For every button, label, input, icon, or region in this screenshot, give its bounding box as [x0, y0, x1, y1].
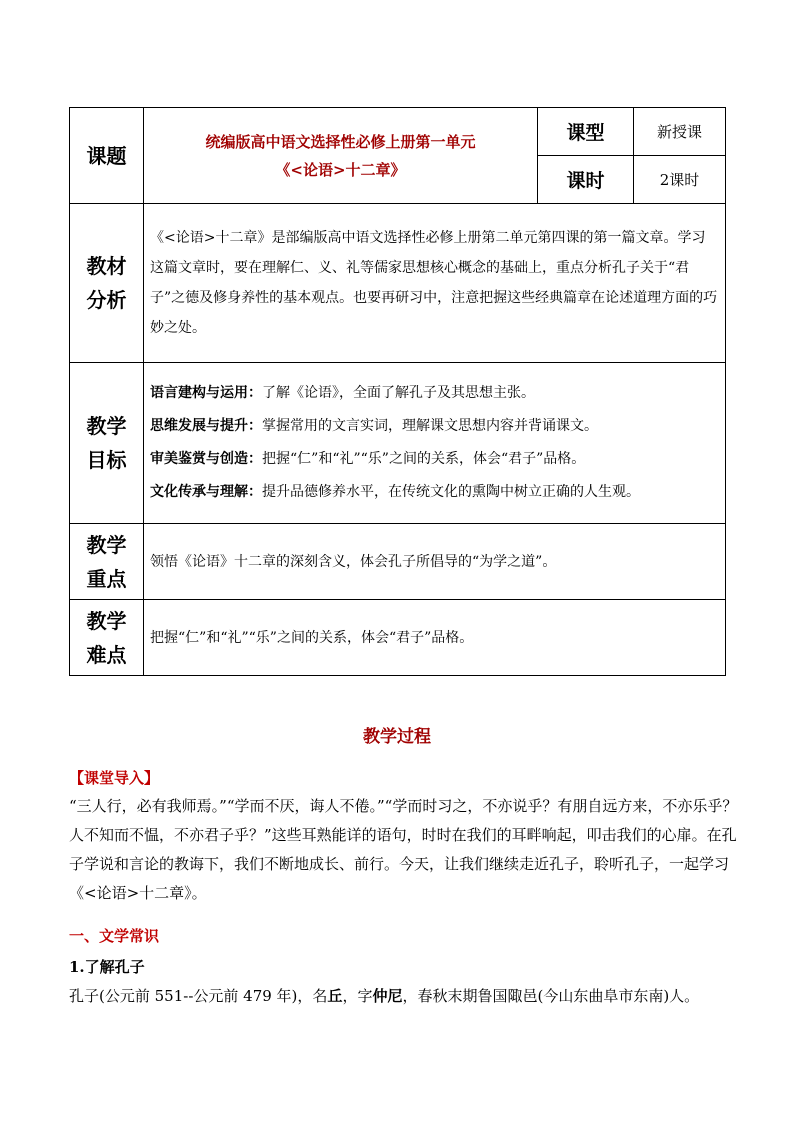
difficulty-label-line2: 难点	[86, 642, 127, 667]
focus-text: 领悟《论语》十二章的深刻含义，体会孔子所倡导的“为学之道”。	[144, 524, 726, 600]
objective-item	[150, 410, 719, 443]
focus-label-line1: 教学	[86, 532, 127, 557]
objective-item	[150, 443, 719, 476]
analysis-label	[70, 204, 144, 363]
objective-text: 提升品德修养水平，在传统文化的熏陶中树立正确的人生观。	[262, 484, 640, 500]
intro-block	[69, 767, 739, 908]
objective-label: 文化传承与理解：	[150, 484, 262, 500]
objectives-list	[144, 363, 726, 524]
focus-label	[70, 524, 144, 600]
type-value: 新授课	[634, 108, 726, 156]
bio-style-name: 仲尼	[372, 987, 403, 1005]
type-label: 课型	[538, 108, 634, 156]
objective-label: 语言建构与运用：	[150, 385, 262, 401]
topic-label: 课题	[70, 108, 144, 204]
objective-label: 审美鉴赏与创造：	[150, 451, 262, 467]
objectives-label	[70, 363, 144, 524]
lesson-title	[144, 108, 538, 204]
analysis-label-line2: 分析	[86, 288, 127, 312]
objective-item	[150, 476, 719, 509]
hours-value: 2课时	[634, 156, 726, 204]
bio-prefix: 孔子(公元前 551--公元前 479 年)，名	[69, 987, 328, 1005]
analysis-paragraph: 《<论语>十二章》是部编版高中语文选择性必修上册第二单元第四课的第一篇文章。学习这篇文章时，要在理解仁、义、礼等儒家思想核心概念的基础上，重点分析孔子关于“君子”之德及修身养性的基本观点。也要再研习中，注意把握这些经典篇章在论述道理方面的巧妙之处。	[150, 230, 718, 336]
intro-paragraph: “三人行，必有我师焉。”“学而不厌，诲人不倦。”“学而时习之，不亦说乎？有朋自远方来，不亦乐乎？人不知而不愠，不亦君子乎？”这些耳熟能详的语句，时时在我们的耳畔响起，叩击我们的心扉。在孔子学说和言论的教诲下，我们不断地成长、前行。今天，让我们继续走近孔子，聆听孔子，一起学习《<论语>十二章》。	[69, 797, 738, 902]
bio-suffix: ，春秋末期鲁国陬邑(今山东曲阜市东南)人。	[402, 987, 700, 1005]
sub-heading-block	[69, 956, 739, 977]
bio-paragraph	[69, 985, 749, 1006]
analysis-label-line1: 教材	[86, 254, 127, 278]
intro-tag: 【课堂导入】	[69, 769, 160, 787]
analysis-text	[144, 204, 726, 363]
sub-heading-1: 1.了解孔子	[69, 958, 145, 976]
objective-text: 把握“仁”和“礼”“乐”之间的关系，体会“君子”品格。	[262, 451, 586, 467]
objectives-label-line1: 教学	[86, 414, 127, 438]
difficulty-label-line1: 教学	[86, 608, 127, 633]
objective-text: 了解《论语》，全面了解孔子及其思想主张。	[262, 385, 535, 401]
objective-text: 掌握常用的文言实词，理解课文思想内容并背诵课文。	[262, 418, 598, 434]
objective-item	[150, 377, 719, 410]
bio-name: 丘	[327, 987, 343, 1005]
hours-label: 课时	[538, 156, 634, 204]
difficulty-text: 把握“仁”和“礼”“乐”之间的关系，体会“君子”品格。	[144, 600, 726, 676]
objectives-label-line2: 目标	[86, 448, 127, 472]
objective-label: 思维发展与提升：	[150, 418, 262, 434]
lesson-title-line1: 统编版高中语文选择性必修上册第一单元	[205, 132, 476, 151]
lesson-plan-table	[69, 107, 726, 676]
bio-mid: ，字	[342, 987, 373, 1005]
focus-label-line2: 重点	[86, 566, 127, 591]
difficulty-label	[70, 600, 144, 676]
section-heading-1: 一、文学常识	[69, 927, 160, 945]
section-literary-knowledge	[69, 925, 739, 946]
process-heading: 教学过程	[363, 727, 431, 747]
lesson-title-line2: 《<论语>十二章》	[275, 160, 406, 179]
